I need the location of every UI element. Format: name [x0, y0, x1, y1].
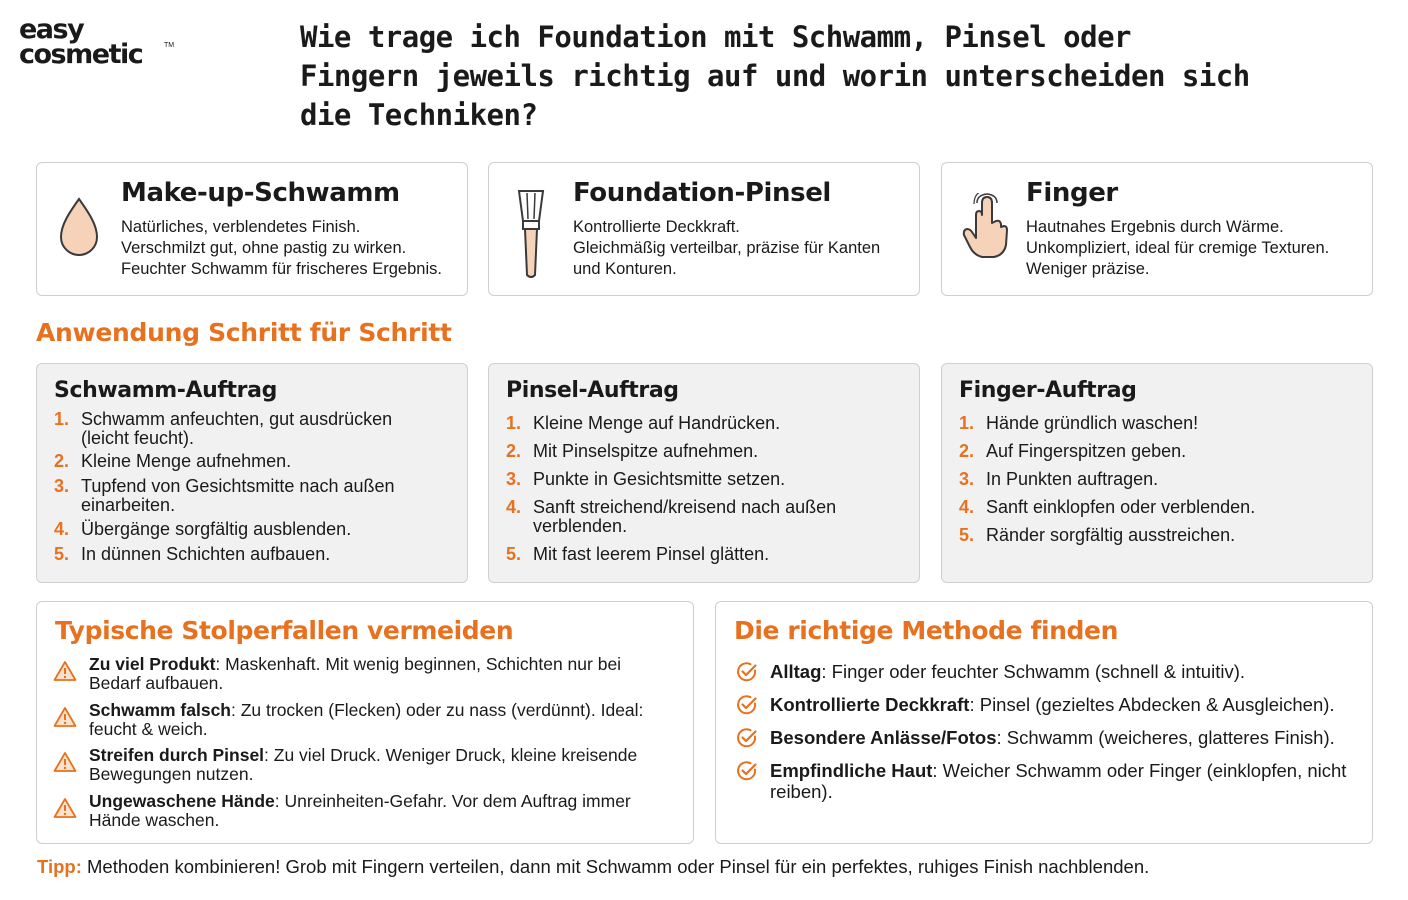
methods-heading: Die richtige Methode finden	[734, 616, 1118, 645]
tool-line: Gleichmäßig verteilbar, präzise für Kanten	[573, 239, 881, 257]
list-item	[959, 442, 1342, 461]
step-text: Kleine Menge auf Handrücken.	[533, 413, 781, 433]
pitfall-text: : Zu trocken (Flecken) oder zu nass (verdünnt). Ideal: feucht & weich.	[89, 700, 644, 739]
step-number: 5.	[54, 544, 70, 564]
step-number: 2.	[54, 451, 70, 471]
tool-card-finger	[941, 162, 1373, 296]
step-text: Ränder sorgfältig ausstreichen.	[986, 525, 1236, 545]
step-text: Hände gründlich waschen!	[986, 413, 1199, 433]
pitfall-term: Ungewaschene Hände	[89, 791, 275, 811]
step-text: Übergänge sorgfältig ausblenden.	[81, 519, 352, 539]
tool-line: Weniger präzise.	[1026, 260, 1150, 278]
list-item	[959, 526, 1342, 545]
list-item	[959, 498, 1342, 517]
method-text: : Finger oder feuchter Schwamm (schnell & intuitiv).	[821, 661, 1245, 682]
tool-title: Finger	[1026, 178, 1118, 208]
brand-logo	[19, 14, 179, 70]
step-number: 1.	[959, 413, 975, 433]
step-number: 5.	[959, 525, 975, 545]
page-title: Wie trage ich Foundation mit Schwamm, Pinsel oder Fingern jeweils richtig auf und worin unterscheiden sich die Techniken?	[300, 20, 1250, 132]
method-item	[736, 694, 1350, 715]
method-text: : Schwamm (weicheres, glatteres Finish).	[996, 727, 1335, 748]
step-text: Auf Fingerspitzen geben.	[986, 441, 1187, 461]
method-term: Kontrollierte Deckkraft	[770, 694, 970, 715]
list-item	[959, 414, 1342, 433]
step-number: 2.	[959, 441, 975, 461]
method-item	[736, 661, 1350, 682]
method-text: : Weicher Schwamm oder Finger (einklopfen, nicht reiben).	[770, 760, 1347, 802]
tool-line: Hautnahes Ergebnis durch Wärme.	[1026, 218, 1284, 236]
method-text: : Pinsel (gezieltes Abdecken & Ausgleichen).	[969, 694, 1335, 715]
step-text: In dünnen Schichten aufbauen.	[81, 544, 331, 564]
tool-title: Make-up-Schwamm	[121, 178, 400, 208]
step-text: Tupfend von Gesichtsmitte nach außen einarbeiten.	[81, 476, 395, 515]
pitfalls-heading: Typische Stolperfallen vermeiden	[55, 616, 514, 645]
steps-heading: Anwendung Schritt für Schritt	[36, 318, 452, 347]
step-number: 4.	[54, 519, 70, 539]
warning-icon	[53, 706, 77, 728]
list-item	[506, 545, 889, 564]
step-number: 3.	[959, 469, 975, 489]
list-item	[54, 410, 437, 448]
warning-icon	[53, 751, 77, 773]
check-circle-icon	[736, 661, 758, 683]
step-number: 5.	[506, 544, 522, 564]
steps-title: Schwamm-Auftrag	[54, 378, 277, 403]
list-item	[54, 545, 437, 564]
tool-line: Unkompliziert, ideal für cremige Texturen.	[1026, 239, 1330, 257]
sponge-icon	[55, 193, 103, 265]
finger-icon	[960, 193, 1008, 265]
steps-title: Pinsel-Auftrag	[506, 378, 679, 403]
step-text: Mit Pinselspitze aufnehmen.	[533, 441, 759, 461]
pitfall-term: Zu viel Produkt	[89, 654, 216, 674]
tool-card-brush	[488, 162, 920, 296]
list-item	[506, 442, 889, 461]
warning-icon	[53, 797, 77, 819]
pitfall-text: : Unreinheiten-Gefahr. Vor dem Auftrag immer Hände waschen.	[89, 791, 631, 830]
brand-trademark: TM	[164, 42, 175, 49]
brand-line-1: easy	[19, 14, 84, 45]
pitfall-text: : Maskenhaft. Mit wenig beginnen, Schichten nur bei Bedarf aufbauen.	[89, 654, 622, 693]
tool-line: Feuchter Schwamm für frischeres Ergebnis.	[121, 260, 442, 278]
brand-line-2: cosmetic	[19, 39, 143, 70]
tool-line: Kontrollierte Deckkraft.	[573, 218, 740, 236]
tip-text: Methoden kombinieren! Grob mit Fingern verteilen, dann mit Schwamm oder Pinsel für ein perfektes, ruhiges Finish nachblenden.	[81, 856, 1150, 877]
step-text: Schwamm anfeuchten, gut ausdrücken (leicht feucht).	[81, 409, 393, 448]
pitfall-item	[53, 746, 653, 784]
pitfall-term: Streifen durch Pinsel	[89, 745, 265, 765]
pitfalls-card	[36, 601, 694, 844]
list-item	[54, 477, 437, 515]
tool-line: Natürliches, verblendetes Finish.	[121, 218, 361, 236]
step-number: 2.	[506, 441, 522, 461]
method-term: Alltag	[770, 661, 822, 682]
steps-card-brush	[488, 363, 920, 583]
list-item	[506, 470, 889, 489]
list-item	[959, 470, 1342, 489]
check-circle-icon	[736, 727, 758, 749]
step-number: 4.	[506, 497, 522, 517]
pitfall-item	[53, 792, 653, 830]
tool-line: Verschmilzt gut, ohne pastig zu wirken.	[121, 239, 407, 257]
steps-list	[506, 414, 889, 564]
steps-list	[54, 410, 437, 564]
pitfall-item	[53, 655, 653, 693]
pitfall-item	[53, 701, 653, 739]
check-circle-icon	[736, 694, 758, 716]
steps-list	[959, 414, 1342, 545]
step-text: Punkte in Gesichtsmitte setzen.	[533, 469, 786, 489]
warning-icon	[53, 660, 77, 682]
method-term: Besondere Anlässe/Fotos	[770, 727, 997, 748]
check-circle-icon	[736, 760, 758, 782]
methods-card	[715, 601, 1373, 844]
method-item	[736, 727, 1350, 748]
method-term: Empfindliche Haut	[770, 760, 933, 781]
steps-card-finger	[941, 363, 1373, 583]
brush-icon	[507, 193, 555, 265]
step-text: Sanft einklopfen oder verblenden.	[986, 497, 1256, 517]
steps-card-sponge	[36, 363, 468, 583]
tip-line	[37, 856, 1149, 878]
tip-label: Tipp:	[37, 856, 82, 877]
step-number: 1.	[54, 409, 70, 429]
list-item	[506, 498, 889, 536]
step-number: 3.	[54, 476, 70, 496]
list-item	[506, 414, 889, 433]
tool-card-sponge	[36, 162, 468, 296]
step-text: Kleine Menge aufnehmen.	[81, 451, 292, 471]
pitfall-text: : Zu viel Druck. Weniger Druck, kleine kreisende Bewegungen nutzen.	[89, 745, 638, 784]
list-item	[54, 520, 437, 539]
step-text: Mit fast leerem Pinsel glätten.	[533, 544, 770, 564]
pitfall-term: Schwamm falsch	[89, 700, 231, 720]
tool-line: und Konturen.	[573, 260, 677, 278]
steps-title: Finger-Auftrag	[959, 378, 1137, 403]
step-number: 1.	[506, 413, 522, 433]
step-text: Sanft streichend/kreisend nach außen verblenden.	[533, 497, 837, 536]
step-number: 3.	[506, 469, 522, 489]
step-number: 4.	[959, 497, 975, 517]
list-item	[54, 452, 437, 471]
step-text: In Punkten auftragen.	[986, 469, 1159, 489]
tool-title: Foundation-Pinsel	[573, 178, 831, 208]
method-item	[736, 760, 1350, 802]
